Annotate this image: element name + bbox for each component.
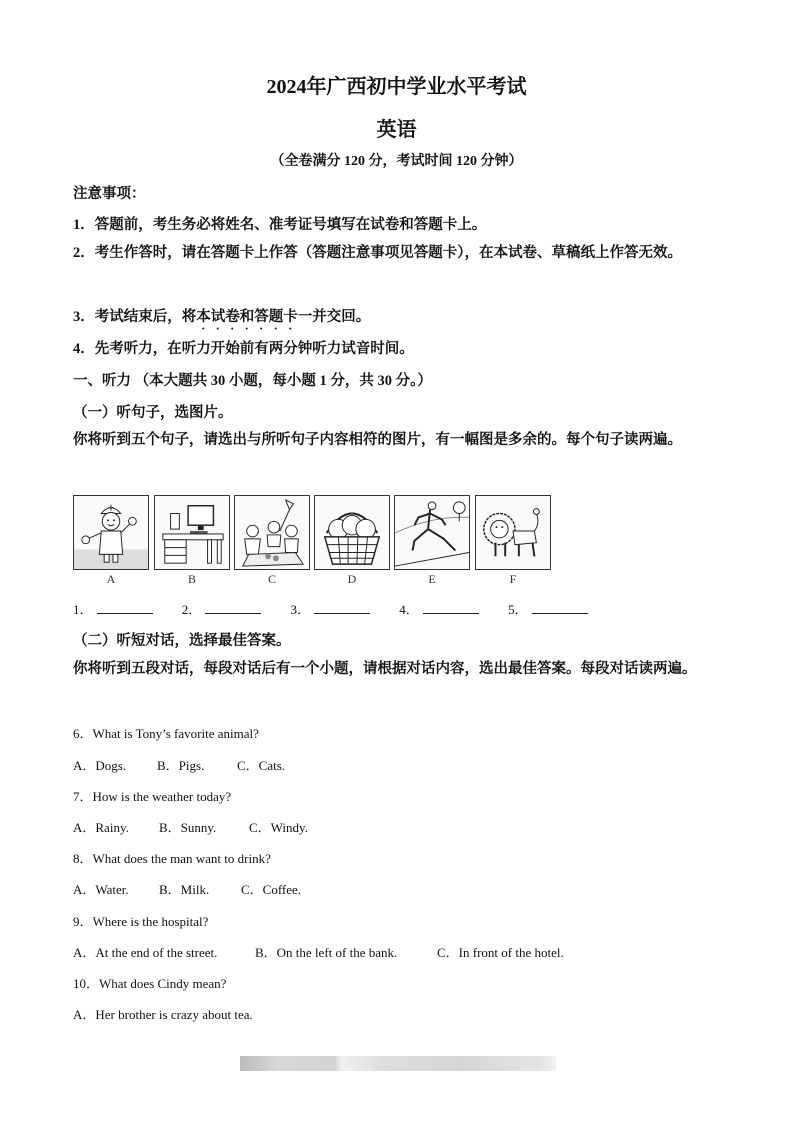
notice-item-3-part1: 3．考试结束后，将 (73, 309, 197, 325)
answer-blank-1[interactable]: 1． (73, 599, 153, 618)
question-6: 6．What is Tony’s favorite animal? (73, 726, 259, 741)
question-7-options (73, 817, 308, 836)
answer-blank-3[interactable]: 3． (291, 599, 371, 618)
blank-line[interactable] (423, 601, 479, 614)
fruit-basket-icon (315, 496, 389, 569)
option-c[interactable]: C．Windy. (249, 820, 308, 835)
option-a[interactable]: A．Dogs. (73, 758, 127, 773)
picture-d (314, 495, 390, 570)
picnic-icon (235, 496, 309, 569)
exam-subject: 英语 (376, 119, 417, 141)
option-b[interactable]: B．Sunny. (159, 820, 217, 835)
question-8: 8．What does the man want to drink? (73, 851, 271, 866)
question-9: 9．Where is the hospital? (73, 914, 209, 929)
notice-item-3 (73, 305, 370, 333)
picture-e (394, 495, 470, 570)
option-b[interactable]: B．On the left of the bank. (255, 945, 398, 960)
option-a[interactable]: A．At the end of the street. (73, 945, 218, 960)
part1-instruction: 你将听到五个句子，请选出与所听句子内容相符的图片，有一幅图是多余的。每个句子读两遍。 (73, 432, 682, 448)
notice-item-2: 2．考生作答时，请在答题卡上作答（答题注意事项见答题卡），在本试卷、草稿纸上作答无效。 (73, 245, 682, 261)
section1-heading: 一、听力 （本大题共 30 小题，每小题 1 分，共 30 分。） (73, 373, 432, 389)
option-a[interactable]: A．Rainy. (73, 820, 129, 835)
runner-icon (395, 496, 469, 569)
exam-title: 2024年广西初中学业水平考试 (266, 76, 527, 98)
blank-line[interactable] (205, 601, 261, 614)
blank-line[interactable] (97, 601, 153, 614)
picture-label-d: D (347, 572, 357, 586)
lion-icon (476, 496, 550, 569)
answer-blank-4[interactable]: 4． (399, 599, 479, 618)
picture-f (475, 495, 551, 570)
picture-label-a: A (106, 572, 116, 586)
part1-heading: （一）听句子，选图片。 (73, 405, 233, 421)
notice-item-4: 4．先考听力，在听力开始前有两分钟听力试音时间。 (73, 341, 414, 357)
computer-desk-icon (155, 496, 229, 569)
picture-c (234, 495, 310, 570)
option-a[interactable]: A．Her brother is crazy about tea. (73, 1007, 253, 1022)
doctor-icon (74, 496, 148, 569)
picture-label-b: B (187, 572, 196, 586)
picture-label-f: F (509, 572, 517, 586)
exam-meta: （全卷满分 120 分，考试时间 120 分钟） (270, 154, 523, 169)
blurred-footer-watermark (240, 1056, 556, 1071)
blank-line[interactable] (314, 601, 370, 614)
part2-heading: （二）听短对话，选择最佳答案。 (73, 633, 291, 649)
question-7: 7．How is the weather today? (73, 789, 232, 804)
option-c[interactable]: C．In front of the hotel. (437, 945, 564, 960)
question-10-options (73, 1004, 253, 1023)
part2-instruction: 你将听到五段对话，每段对话后有一个小题，请根据对话内容，选出最佳答案。每段对话读两遍。 (73, 661, 697, 677)
blank-line[interactable] (532, 601, 588, 614)
option-c[interactable]: C．Coffee. (241, 882, 302, 897)
question-8-options (73, 879, 301, 898)
picture-a (73, 495, 149, 570)
option-b[interactable]: B．Pigs. (157, 758, 205, 773)
option-a[interactable]: A．Water. (73, 882, 129, 897)
question-10: 10．What does Cindy mean? (73, 976, 227, 991)
notice-item-3-emphasis: 本试卷和答题卡 (196, 309, 298, 325)
question-6-options (73, 755, 285, 774)
picture-label-e: E (428, 572, 436, 586)
answer-blanks (73, 599, 614, 618)
notice-item-3-part2: 一并交回。 (297, 309, 371, 325)
notice-item-1: 1．答题前，考生务必将姓名、准考证号填写在试卷和答题卡上。 (73, 217, 487, 233)
answer-blank-5[interactable]: 5． (508, 599, 588, 618)
picture-b (154, 495, 230, 570)
picture-label-c: C (267, 572, 276, 586)
answer-blank-2[interactable]: 2． (182, 599, 262, 618)
notice-heading: 注意事项： (73, 186, 146, 202)
option-b[interactable]: B．Milk. (159, 882, 210, 897)
question-9-options (73, 942, 564, 961)
option-c[interactable]: C．Cats. (237, 758, 286, 773)
